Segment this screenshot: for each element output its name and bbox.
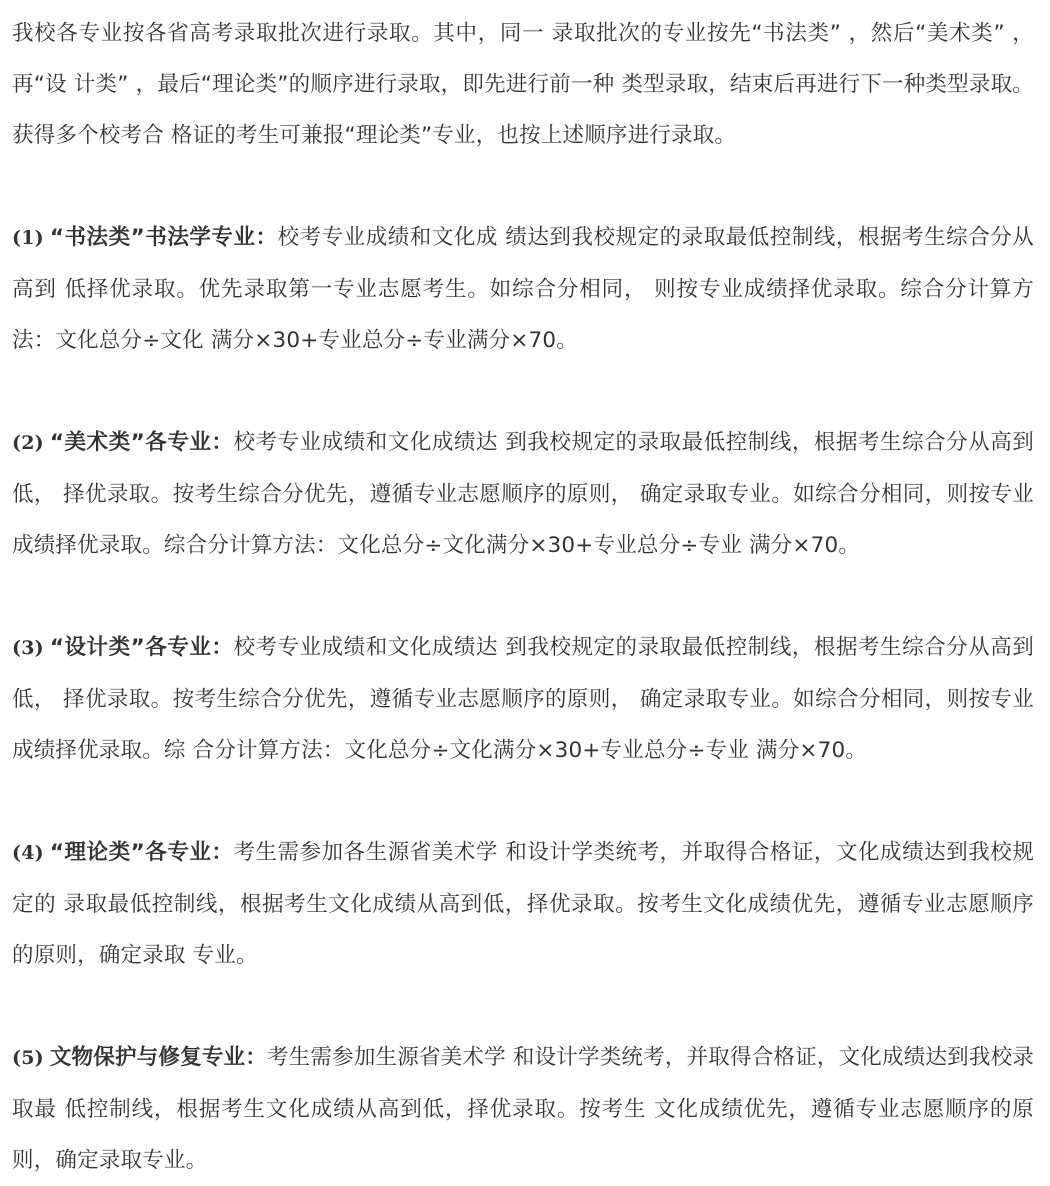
item-text: 校考专业成绩和文化成 绩达到我校规定的录取最低控制线，根据考生综合分从高到 低择优录取。优先录取第一专业志愿考生。如综合分相同， 则按专业成绩择优录取。综合分计算方法：文化总分÷文化 满分×30+专业总分÷专业满分×70。	[12, 225, 1035, 353]
admission-rule-design	[12, 622, 1034, 776]
item-heading: 文物保护与修复专业：	[49, 1045, 267, 1070]
admission-rule-theory	[12, 827, 1034, 981]
item-heading: “美术类”各专业：	[49, 430, 234, 455]
admission-rule-fine-arts	[12, 417, 1034, 571]
intro-paragraph: 我校各专业按各省高考录取批次进行录取。其中，同一 录取批次的专业按先“书法类” ，然后“美术类” ，再“设 计类” ，最后“理论类”的顺序进行录取，即先进行前一种 类型录取，结束后再进行下一种类型录取。获得多个校考合 格证的考生可兼报“理论类”专业，也按上述顺序进行录取。	[12, 21, 1034, 148]
item-text: 校考专业成绩和文化成绩达 到我校规定的录取最低控制线，根据考生综合分从高到低， 择优录取。按考生综合分优先，遵循专业志愿顺序的原则， 确定录取专业。如综合分相同，则按专业成绩择优录取。综合分计算方法：文化总分÷文化满分×30+专业总分÷专业 满分×70。	[12, 430, 1034, 558]
item-number: (3)	[12, 637, 44, 659]
item-number: (4)	[12, 842, 44, 864]
item-heading: “设计类”各专业：	[49, 635, 234, 660]
document-body	[12, 8, 1034, 1186]
admission-rule-calligraphy	[12, 212, 1034, 366]
item-heading: “理论类”各专业：	[49, 840, 234, 865]
item-number: (1)	[12, 227, 44, 249]
item-number: (2)	[12, 432, 44, 454]
item-heading: “书法类”书法学专业：	[49, 225, 278, 250]
item-number: (5)	[12, 1047, 44, 1069]
admission-rule-conservation	[12, 1032, 1034, 1186]
item-text: 考生需参加生源省美术学 和设计学类统考，并取得合格证，文化成绩达到我校录取最 低控制线，根据考生文化成绩从高到低，择优录取。按考生 文化成绩优先，遵循专业志愿顺序的原则，确定录取专业。	[12, 1045, 1034, 1173]
item-text: 考生需参加各生源省美术学 和设计学类统考，并取得合格证，文化成绩达到我校规定的 录取最低控制线，根据考生文化成绩从高到低，择优录取。按考生文化成绩优先，遵循专业志愿顺序的原则，确定录取 专业。	[12, 840, 1034, 968]
item-text: 校考专业成绩和文化成绩达 到我校规定的录取最低控制线，根据考生综合分从高到低， 择优录取。按考生综合分优先，遵循专业志愿顺序的原则， 确定录取专业。如综合分相同，则按专业成绩择优录取。综 合分计算方法：文化总分÷文化满分×30+专业总分÷专业 满分×70。	[12, 635, 1034, 763]
